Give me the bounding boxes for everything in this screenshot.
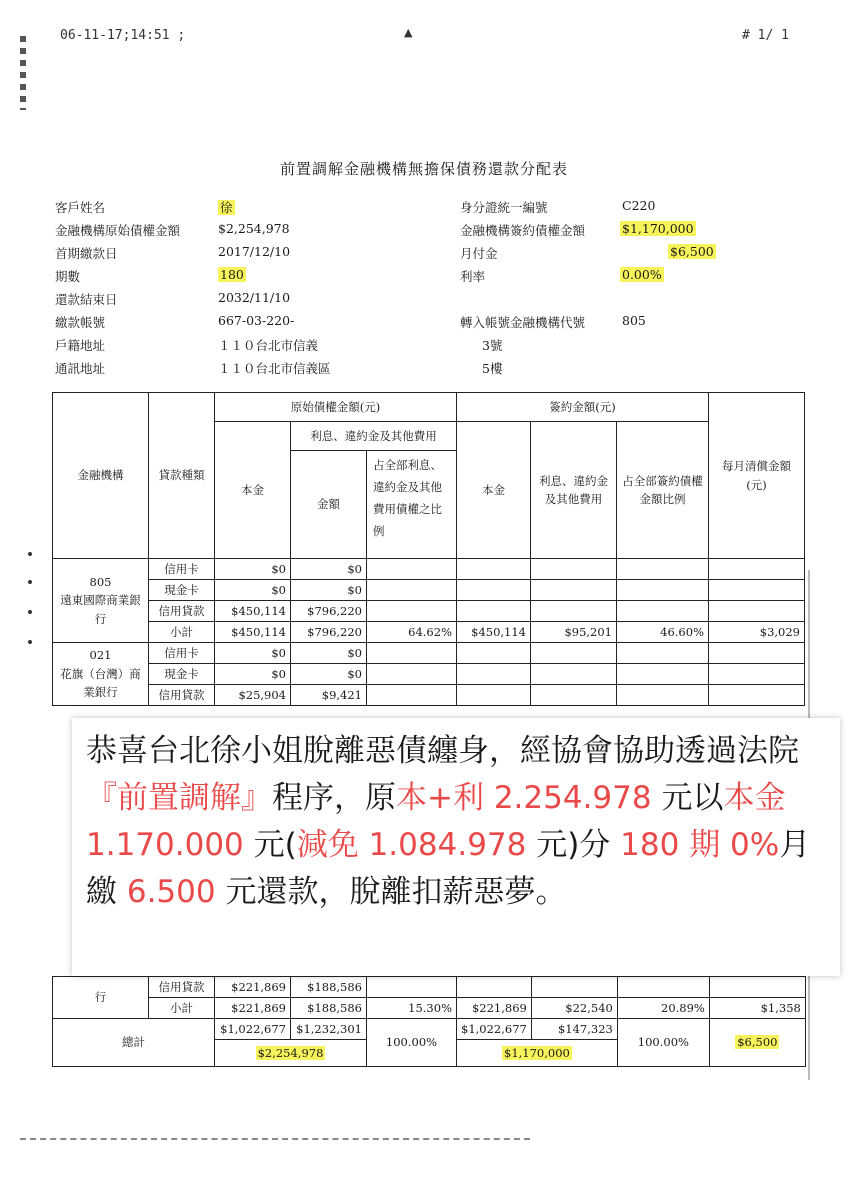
end-date-label: 還款結束日	[55, 292, 118, 307]
end-date: 2032/11/10	[218, 290, 291, 305]
header-interest-group: 利息、違約金及其他費用	[291, 422, 457, 451]
mail-address-label: 通訊地址	[55, 361, 106, 376]
document-title: 前置調解金融機構無擔保債務還款分配表	[279, 160, 568, 178]
first-pay-label: 首期繳款日	[55, 246, 118, 261]
table-row: 021 花旗（台灣）商業銀行 信用卡 $0 $0	[53, 643, 805, 664]
signed-claim: $1,170,000	[622, 221, 694, 236]
header-signed-interest: 利息、違約金及其他費用	[531, 422, 617, 559]
periods: 180	[220, 267, 244, 282]
reg-address-tail: 3號	[482, 338, 503, 353]
subtotal-row: 小計 $221,869 $188,586 15.30% $221,869 $22,540 20.89% $1,358	[53, 998, 806, 1019]
table-row: 信用貸款 $25,904 $9,421	[53, 685, 805, 706]
id-label: 身分證統一編號	[460, 200, 548, 215]
table-row: 現金卡 $0 $0	[53, 580, 805, 601]
header-ratio-original: 占全部利息、違約金及其他費用債權之比例	[367, 451, 457, 559]
header-signed: 簽約金額(元)	[457, 393, 709, 422]
account-label: 繳款帳號	[55, 315, 106, 330]
distribution-table	[52, 392, 805, 706]
orig-claim-label: 金融機構原始債權金額	[55, 223, 181, 238]
bottom-fax-line	[20, 1138, 530, 1140]
header-signed-ratio: 占全部簽約債權金額比例	[617, 422, 709, 559]
rate-label: 利率	[460, 269, 486, 284]
customer-name-label: 客戶姓名	[55, 200, 106, 215]
header-principal: 本金	[215, 422, 291, 559]
orig-claim: $2,254,978	[218, 221, 290, 236]
account: 667-03-220-	[218, 313, 295, 328]
header-monthly: 每月清償金額(元)	[709, 393, 805, 559]
fax-edge-marks	[20, 36, 26, 110]
signed-claim-label: 金融機構簽約債權金額	[460, 223, 586, 238]
subtotal-row: 小計 $450,114 $796,220 64.62% $450,114 $95,201 46.60% $3,029	[53, 622, 805, 643]
header-signed-principal: 本金	[457, 422, 531, 559]
transfer-label: 轉入帳號金融機構代號	[460, 315, 586, 330]
periods-label: 期數	[55, 269, 81, 284]
total-row: 總計 $1,022,677 $1,232,301 100.00% $1,022,677 $147,323 100.00% $6,500	[53, 1019, 806, 1040]
reg-address-label: 戶籍地址	[55, 338, 106, 353]
customer-name: 徐	[220, 200, 233, 215]
first-pay: 2017/12/10	[218, 244, 291, 259]
bank-name: 021 花旗（台灣）商業銀行	[53, 643, 149, 706]
fax-triangle-icon: ▲	[404, 26, 413, 39]
mail-address: １１０台北市信義區	[218, 361, 331, 376]
header-institution: 金融機構	[53, 393, 149, 559]
total-combined-row: $2,254,978 $1,170,000	[53, 1040, 806, 1067]
total-monthly: $6,500	[709, 1019, 805, 1067]
congratulation-note: 恭喜台北徐小姐脫離惡債纏身，經協會協助透過法院『前置調解』程序，原本+利 2.254.978 元以本金 1.170.000 元(減免 1.084.978 元)分 180 期 0%月繳 6.500 元還款，脫離扣薪惡夢。	[72, 718, 840, 976]
table-row: 805 遠東國際商業銀行 信用卡 $0 $0	[53, 559, 805, 580]
fax-timestamp: 06-11-17;14:51 ;	[60, 28, 186, 43]
bank-name: 行	[53, 977, 149, 1019]
transfer: 805	[622, 313, 646, 328]
header-original: 原始債權金額(元)	[215, 393, 457, 422]
table-row: 信用貸款 $450,114 $796,220	[53, 601, 805, 622]
fax-page-number: # 1/ 1	[742, 28, 789, 43]
header-amount: 金額	[291, 451, 367, 559]
rate: 0.00%	[622, 267, 662, 282]
table-row: 行 信用貸款 $221,869 $188,586	[53, 977, 806, 998]
monthly: $6,500	[670, 244, 714, 259]
header-loan-type: 貸款種類	[149, 393, 215, 559]
id-value: C220	[622, 198, 656, 213]
monthly-label: 月付金	[460, 246, 498, 261]
reg-address: １１０台北市信義	[218, 338, 319, 353]
mail-address-tail: 5樓	[482, 361, 503, 376]
table-row: 現金卡 $0 $0	[53, 664, 805, 685]
total-label: 總計	[53, 1019, 215, 1067]
bank-name: 805 遠東國際商業銀行	[53, 559, 149, 643]
distribution-table-lower	[52, 976, 806, 1067]
